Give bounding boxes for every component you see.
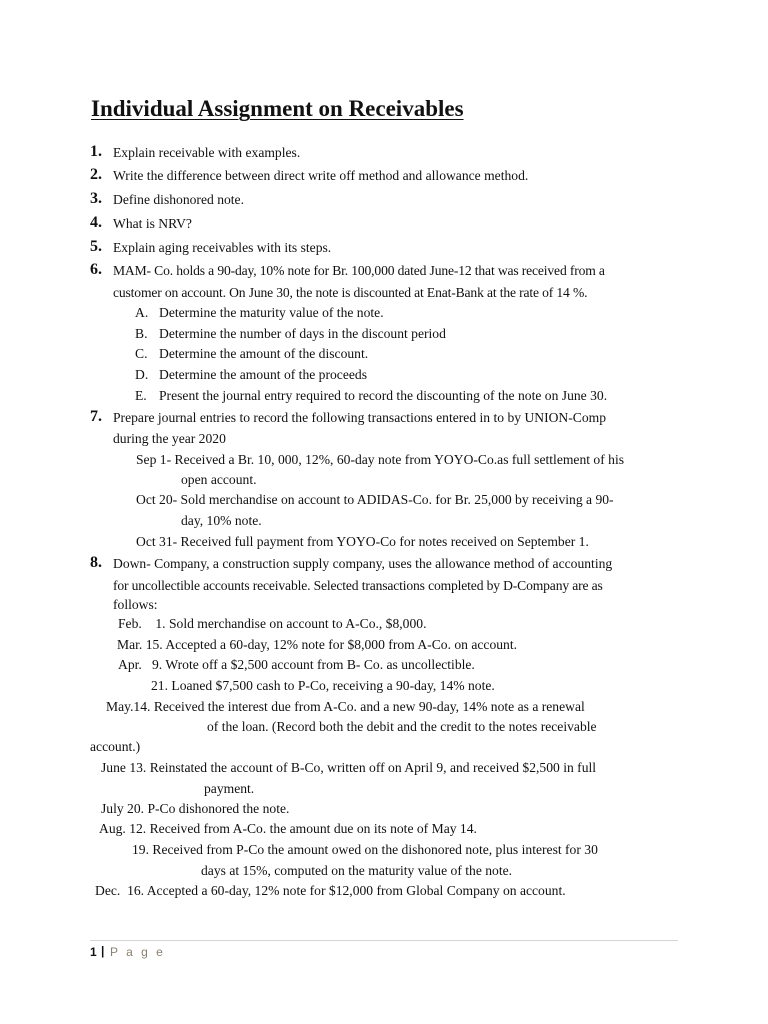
page-separator: | — [101, 944, 105, 958]
transaction-line: May.14. Received the interest due from A-Co. and a new 90-day, 14% note as a renewal — [106, 699, 585, 714]
question-number: 8. — [90, 554, 102, 571]
question-text: What is NRV? — [113, 216, 192, 231]
transaction-line: open account. — [181, 472, 257, 487]
transaction-line: account.) — [90, 739, 141, 754]
question-text: Prepare journal entries to record the following transactions entered in to by UNION-Comp — [113, 410, 607, 425]
transaction-line: July 20. P-Co dishonored the note. — [101, 801, 290, 816]
sub-question-text: Determine the amount of the proceeds — [159, 367, 367, 382]
page-number: 1 — [90, 945, 97, 959]
transaction-line: Apr. 9. Wrote off a $2,500 account from B- Co. as uncollectible. — [118, 657, 475, 672]
transaction-line: Oct 20- Sold merchandise on account to ADIDAS-Co. for Br. 25,000 by receiving a 90- — [136, 492, 614, 507]
question-number: 6. — [90, 261, 102, 278]
transaction-line: Aug. 12. Received from A-Co. the amount due on its note of May 14. — [99, 821, 477, 836]
sub-question-letter: A. — [135, 305, 149, 320]
transaction-line: Feb. 1. Sold merchandise on account to A-Co., $8,000. — [118, 616, 427, 631]
question-text: Down- Company, a construction supply company, uses the allowance method of accounting — [113, 556, 613, 571]
footer-rule — [90, 940, 678, 941]
question-number: 5. — [90, 238, 102, 255]
question-number: 1. — [90, 143, 102, 160]
sub-question-letter: D. — [135, 367, 149, 382]
sub-question-text: Determine the number of days in the discount period — [159, 326, 446, 341]
page-label: P a g e — [110, 945, 166, 959]
transaction-line: Sep 1- Received a Br. 10, 000, 12%, 60-day note from YOYO-Co.as full settlement of his — [136, 452, 625, 467]
sub-question-letter: E. — [135, 388, 147, 403]
sub-question-text: Present the journal entry required to record the discounting of the note on June 30. — [159, 388, 608, 403]
page-title: Individual Assignment on Receivables — [91, 96, 464, 121]
transaction-line: Oct 31- Received full payment from YOYO-Co for notes received on September 1. — [136, 534, 589, 549]
question-text: Explain aging receivables with its steps. — [113, 240, 332, 255]
transaction-line: Mar. 15. Accepted a 60-day, 12% note for $8,000 from A-Co. on account. — [117, 637, 518, 652]
question-number: 2. — [90, 166, 102, 183]
question-number: 3. — [90, 190, 102, 207]
question-text: customer on account. On June 30, the note is discounted at Enat-Bank at the rate of 14 %. — [113, 285, 588, 300]
question-text: for uncollectible accounts receivable. Selected transactions completed by D-Company are as — [113, 578, 603, 593]
question-text: MAM- Co. holds a 90-day, 10% note for Br. 100,000 dated June-12 that was received from a — [113, 263, 605, 278]
transaction-line: 21. Loaned $7,500 cash to P-Co, receiving a 90-day, 14% note. — [151, 678, 495, 693]
question-number: 4. — [90, 214, 102, 231]
question-text: Write the difference between direct write off method and allowance method. — [113, 168, 529, 183]
transaction-line: 19. Received from P-Co the amount owed on the dishonored note, plus interest for 30 — [132, 842, 598, 857]
transaction-line: days at 15%, computed on the maturity value of the note. — [201, 863, 513, 878]
question-text: Explain receivable with examples. — [113, 145, 301, 160]
transaction-line: payment. — [204, 781, 255, 796]
sub-question-letter: B. — [135, 326, 148, 341]
transaction-line: June 13. Reinstated the account of B-Co, written off on April 9, and received $2,500 in full — [101, 760, 597, 775]
transaction-line: Dec. 16. Accepted a 60-day, 12% note for $12,000 from Global Company on account. — [95, 883, 566, 898]
transaction-line: day, 10% note. — [181, 513, 262, 528]
question-text: follows: — [113, 597, 158, 612]
sub-question-text: Determine the amount of the discount. — [159, 346, 369, 361]
sub-question-letter: C. — [135, 346, 148, 361]
question-text: during the year 2020 — [113, 431, 226, 446]
question-number: 7. — [90, 408, 102, 425]
sub-question-text: Determine the maturity value of the note. — [159, 305, 384, 320]
transaction-line: of the loan. (Record both the debit and the credit to the notes receivable — [207, 719, 597, 734]
question-text: Define dishonored note. — [113, 192, 244, 207]
